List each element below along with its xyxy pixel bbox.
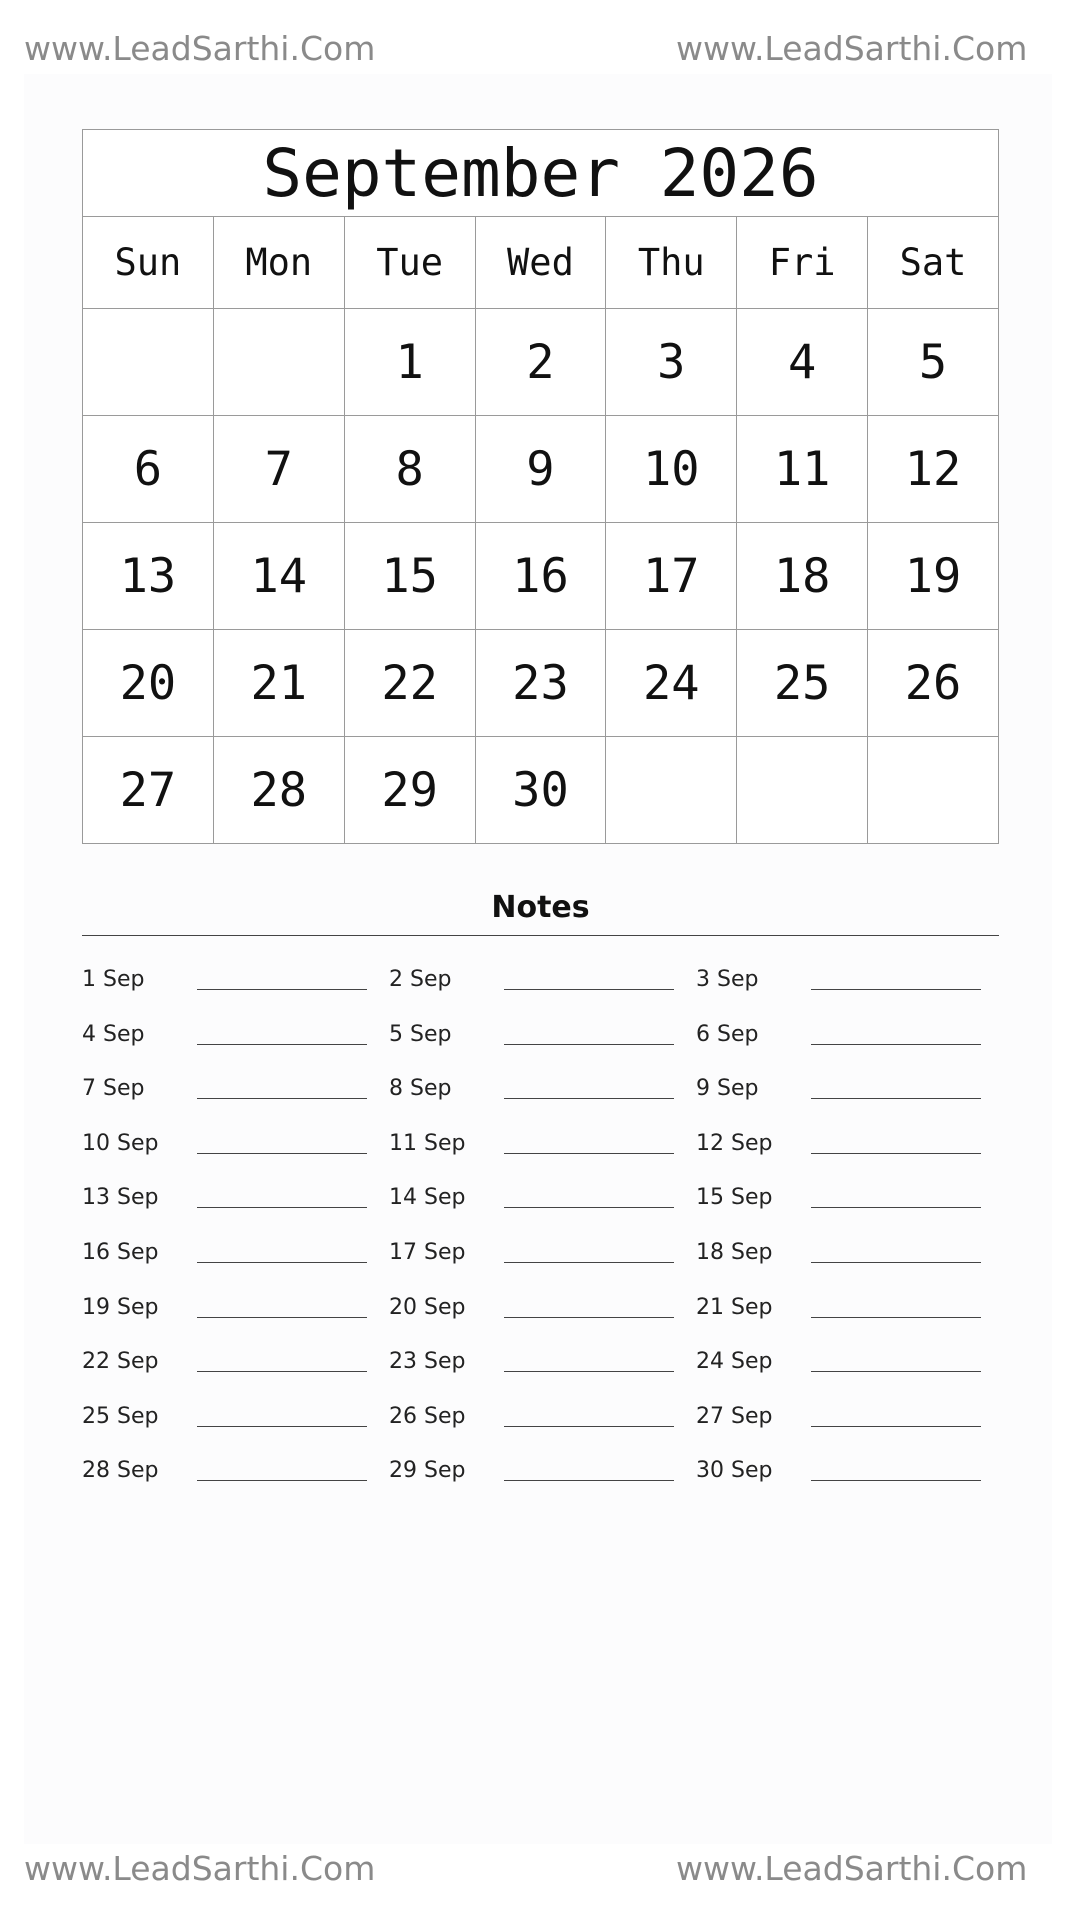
note-date-label: 8 Sep [389, 1076, 452, 1102]
note-write-line [197, 1207, 367, 1208]
note-entry [389, 1345, 692, 1400]
calendar-day-cell: 10 [606, 416, 737, 523]
calendar-day-cell: 28 [213, 737, 344, 844]
calendar-day-cell [606, 737, 737, 844]
note-entry [696, 1072, 999, 1127]
note-write-line [811, 1317, 981, 1318]
note-write-line [197, 1371, 367, 1372]
note-date-label: 24 Sep [696, 1349, 773, 1375]
note-date-label: 23 Sep [389, 1349, 466, 1375]
note-date-label: 2 Sep [389, 967, 452, 992]
note-write-line [197, 1044, 367, 1045]
note-entry [696, 1181, 999, 1236]
note-write-line [197, 1480, 367, 1481]
note-entry [82, 963, 385, 1018]
note-entry [82, 1454, 385, 1509]
note-entry [82, 1181, 385, 1236]
note-date-label: 30 Sep [696, 1458, 773, 1484]
note-write-line [197, 1098, 367, 1099]
note-entry [82, 1236, 385, 1291]
note-date-label: 3 Sep [696, 967, 759, 992]
note-write-line [504, 1317, 674, 1318]
note-write-line [504, 989, 674, 990]
calendar-day-cell: 4 [737, 309, 868, 416]
weekday-sat: Sat [868, 217, 999, 309]
weekday-mon: Mon [213, 217, 344, 309]
calendar-week-row [83, 737, 999, 844]
weekday-header-row [83, 217, 999, 309]
note-write-line [504, 1426, 674, 1427]
note-entry [389, 1127, 692, 1182]
note-write-line [197, 1426, 367, 1427]
note-entry [82, 1127, 385, 1182]
note-write-line [811, 989, 981, 990]
calendar-day-cell: 27 [83, 737, 214, 844]
notes-divider [82, 935, 999, 936]
note-write-line [811, 1480, 981, 1481]
note-date-label: 16 Sep [82, 1239, 159, 1265]
note-write-line [811, 1044, 981, 1045]
note-entry [696, 1127, 999, 1182]
note-write-line [811, 1098, 981, 1099]
note-entry [389, 1400, 692, 1455]
month-calendar [82, 129, 999, 844]
watermark-bottom-left: www.LeadSarthi.Com [24, 1849, 376, 1888]
note-write-line [811, 1262, 981, 1263]
calendar-day-cell: 17 [606, 523, 737, 630]
note-write-line [197, 989, 367, 990]
note-date-label: 5 Sep [389, 1021, 452, 1047]
note-date-label: 25 Sep [82, 1403, 159, 1429]
weekday-fri: Fri [737, 217, 868, 309]
calendar-day-cell: 13 [83, 523, 214, 630]
note-entry [82, 1018, 385, 1073]
calendar-week-row [83, 523, 999, 630]
calendar-title: September 2026 [83, 130, 999, 217]
calendar-day-cell: 22 [344, 630, 475, 737]
note-write-line [504, 1207, 674, 1208]
note-write-line [504, 1371, 674, 1372]
note-date-label: 12 Sep [696, 1130, 773, 1156]
note-date-label: 19 Sep [82, 1294, 159, 1320]
calendar-day-cell: 14 [213, 523, 344, 630]
note-date-label: 29 Sep [389, 1458, 466, 1484]
calendar-day-cell: 8 [344, 416, 475, 523]
calendar-day-cell: 7 [213, 416, 344, 523]
note-date-label: 11 Sep [389, 1130, 466, 1156]
calendar-day-cell [868, 737, 999, 844]
note-entry [389, 1072, 692, 1127]
note-date-label: 4 Sep [82, 1021, 145, 1047]
calendar-day-cell: 2 [475, 309, 606, 416]
note-write-line [504, 1153, 674, 1154]
note-write-line [197, 1153, 367, 1154]
calendar-weeks [83, 309, 999, 844]
calendar-day-cell: 15 [344, 523, 475, 630]
calendar-week-row [83, 309, 999, 416]
note-entry [389, 1236, 692, 1291]
note-write-line [197, 1262, 367, 1263]
note-write-line [197, 1317, 367, 1318]
calendar-day-cell [737, 737, 868, 844]
note-write-line [811, 1426, 981, 1427]
note-entry [389, 1018, 692, 1073]
note-date-label: 6 Sep [696, 1021, 759, 1047]
note-entry [696, 1454, 999, 1509]
note-date-label: 22 Sep [82, 1349, 159, 1375]
note-date-label: 13 Sep [82, 1185, 159, 1211]
note-write-line [811, 1153, 981, 1154]
calendar-day-cell [213, 309, 344, 416]
calendar-day-cell: 26 [868, 630, 999, 737]
watermark-top-left: www.LeadSarthi.Com [24, 29, 376, 68]
note-entry [389, 963, 692, 1018]
note-entry [696, 1291, 999, 1346]
note-entry [389, 1181, 692, 1236]
note-entry [82, 1345, 385, 1400]
note-date-label: 20 Sep [389, 1294, 466, 1320]
calendar-day-cell: 1 [344, 309, 475, 416]
calendar-day-cell: 30 [475, 737, 606, 844]
note-entry [696, 1236, 999, 1291]
note-date-label: 26 Sep [389, 1403, 466, 1429]
note-write-line [504, 1262, 674, 1263]
weekday-sun: Sun [83, 217, 214, 309]
calendar-day-cell: 25 [737, 630, 868, 737]
notes-list [82, 963, 999, 1509]
calendar-day-cell: 21 [213, 630, 344, 737]
watermark-top-right: www.LeadSarthi.Com [676, 29, 1028, 68]
note-date-label: 17 Sep [389, 1239, 466, 1265]
note-date-label: 1 Sep [82, 967, 145, 992]
weekday-wed: Wed [475, 217, 606, 309]
note-date-label: 15 Sep [696, 1185, 773, 1211]
note-date-label: 9 Sep [696, 1076, 759, 1102]
note-entry [696, 963, 999, 1018]
calendar-day-cell: 9 [475, 416, 606, 523]
note-date-label: 18 Sep [696, 1239, 773, 1265]
calendar-day-cell: 23 [475, 630, 606, 737]
watermark-bottom-right: www.LeadSarthi.Com [676, 1849, 1028, 1888]
note-write-line [504, 1480, 674, 1481]
note-date-label: 21 Sep [696, 1294, 773, 1320]
note-write-line [504, 1044, 674, 1045]
note-entry [696, 1400, 999, 1455]
note-date-label: 27 Sep [696, 1403, 773, 1429]
calendar-day-cell: 16 [475, 523, 606, 630]
note-date-label: 7 Sep [82, 1076, 145, 1102]
calendar-day-cell: 29 [344, 737, 475, 844]
note-entry [696, 1018, 999, 1073]
note-write-line [504, 1098, 674, 1099]
calendar-week-row [83, 416, 999, 523]
calendar-day-cell: 20 [83, 630, 214, 737]
note-date-label: 10 Sep [82, 1130, 159, 1156]
note-date-label: 14 Sep [389, 1185, 466, 1211]
note-date-label: 28 Sep [82, 1458, 159, 1484]
notes-title: Notes [491, 890, 590, 925]
note-entry [82, 1291, 385, 1346]
note-entry [82, 1400, 385, 1455]
calendar-day-cell [83, 309, 214, 416]
calendar-day-cell: 19 [868, 523, 999, 630]
calendar-day-cell: 6 [83, 416, 214, 523]
note-entry [696, 1345, 999, 1400]
calendar-week-row [83, 630, 999, 737]
calendar-day-cell: 12 [868, 416, 999, 523]
note-write-line [811, 1371, 981, 1372]
note-entry [82, 1072, 385, 1127]
note-entry [389, 1291, 692, 1346]
weekday-tue: Tue [344, 217, 475, 309]
calendar-day-cell: 24 [606, 630, 737, 737]
calendar-day-cell: 11 [737, 416, 868, 523]
note-write-line [811, 1207, 981, 1208]
calendar-day-cell: 3 [606, 309, 737, 416]
calendar-day-cell: 5 [868, 309, 999, 416]
calendar-day-cell: 18 [737, 523, 868, 630]
note-entry [389, 1454, 692, 1509]
weekday-thu: Thu [606, 217, 737, 309]
